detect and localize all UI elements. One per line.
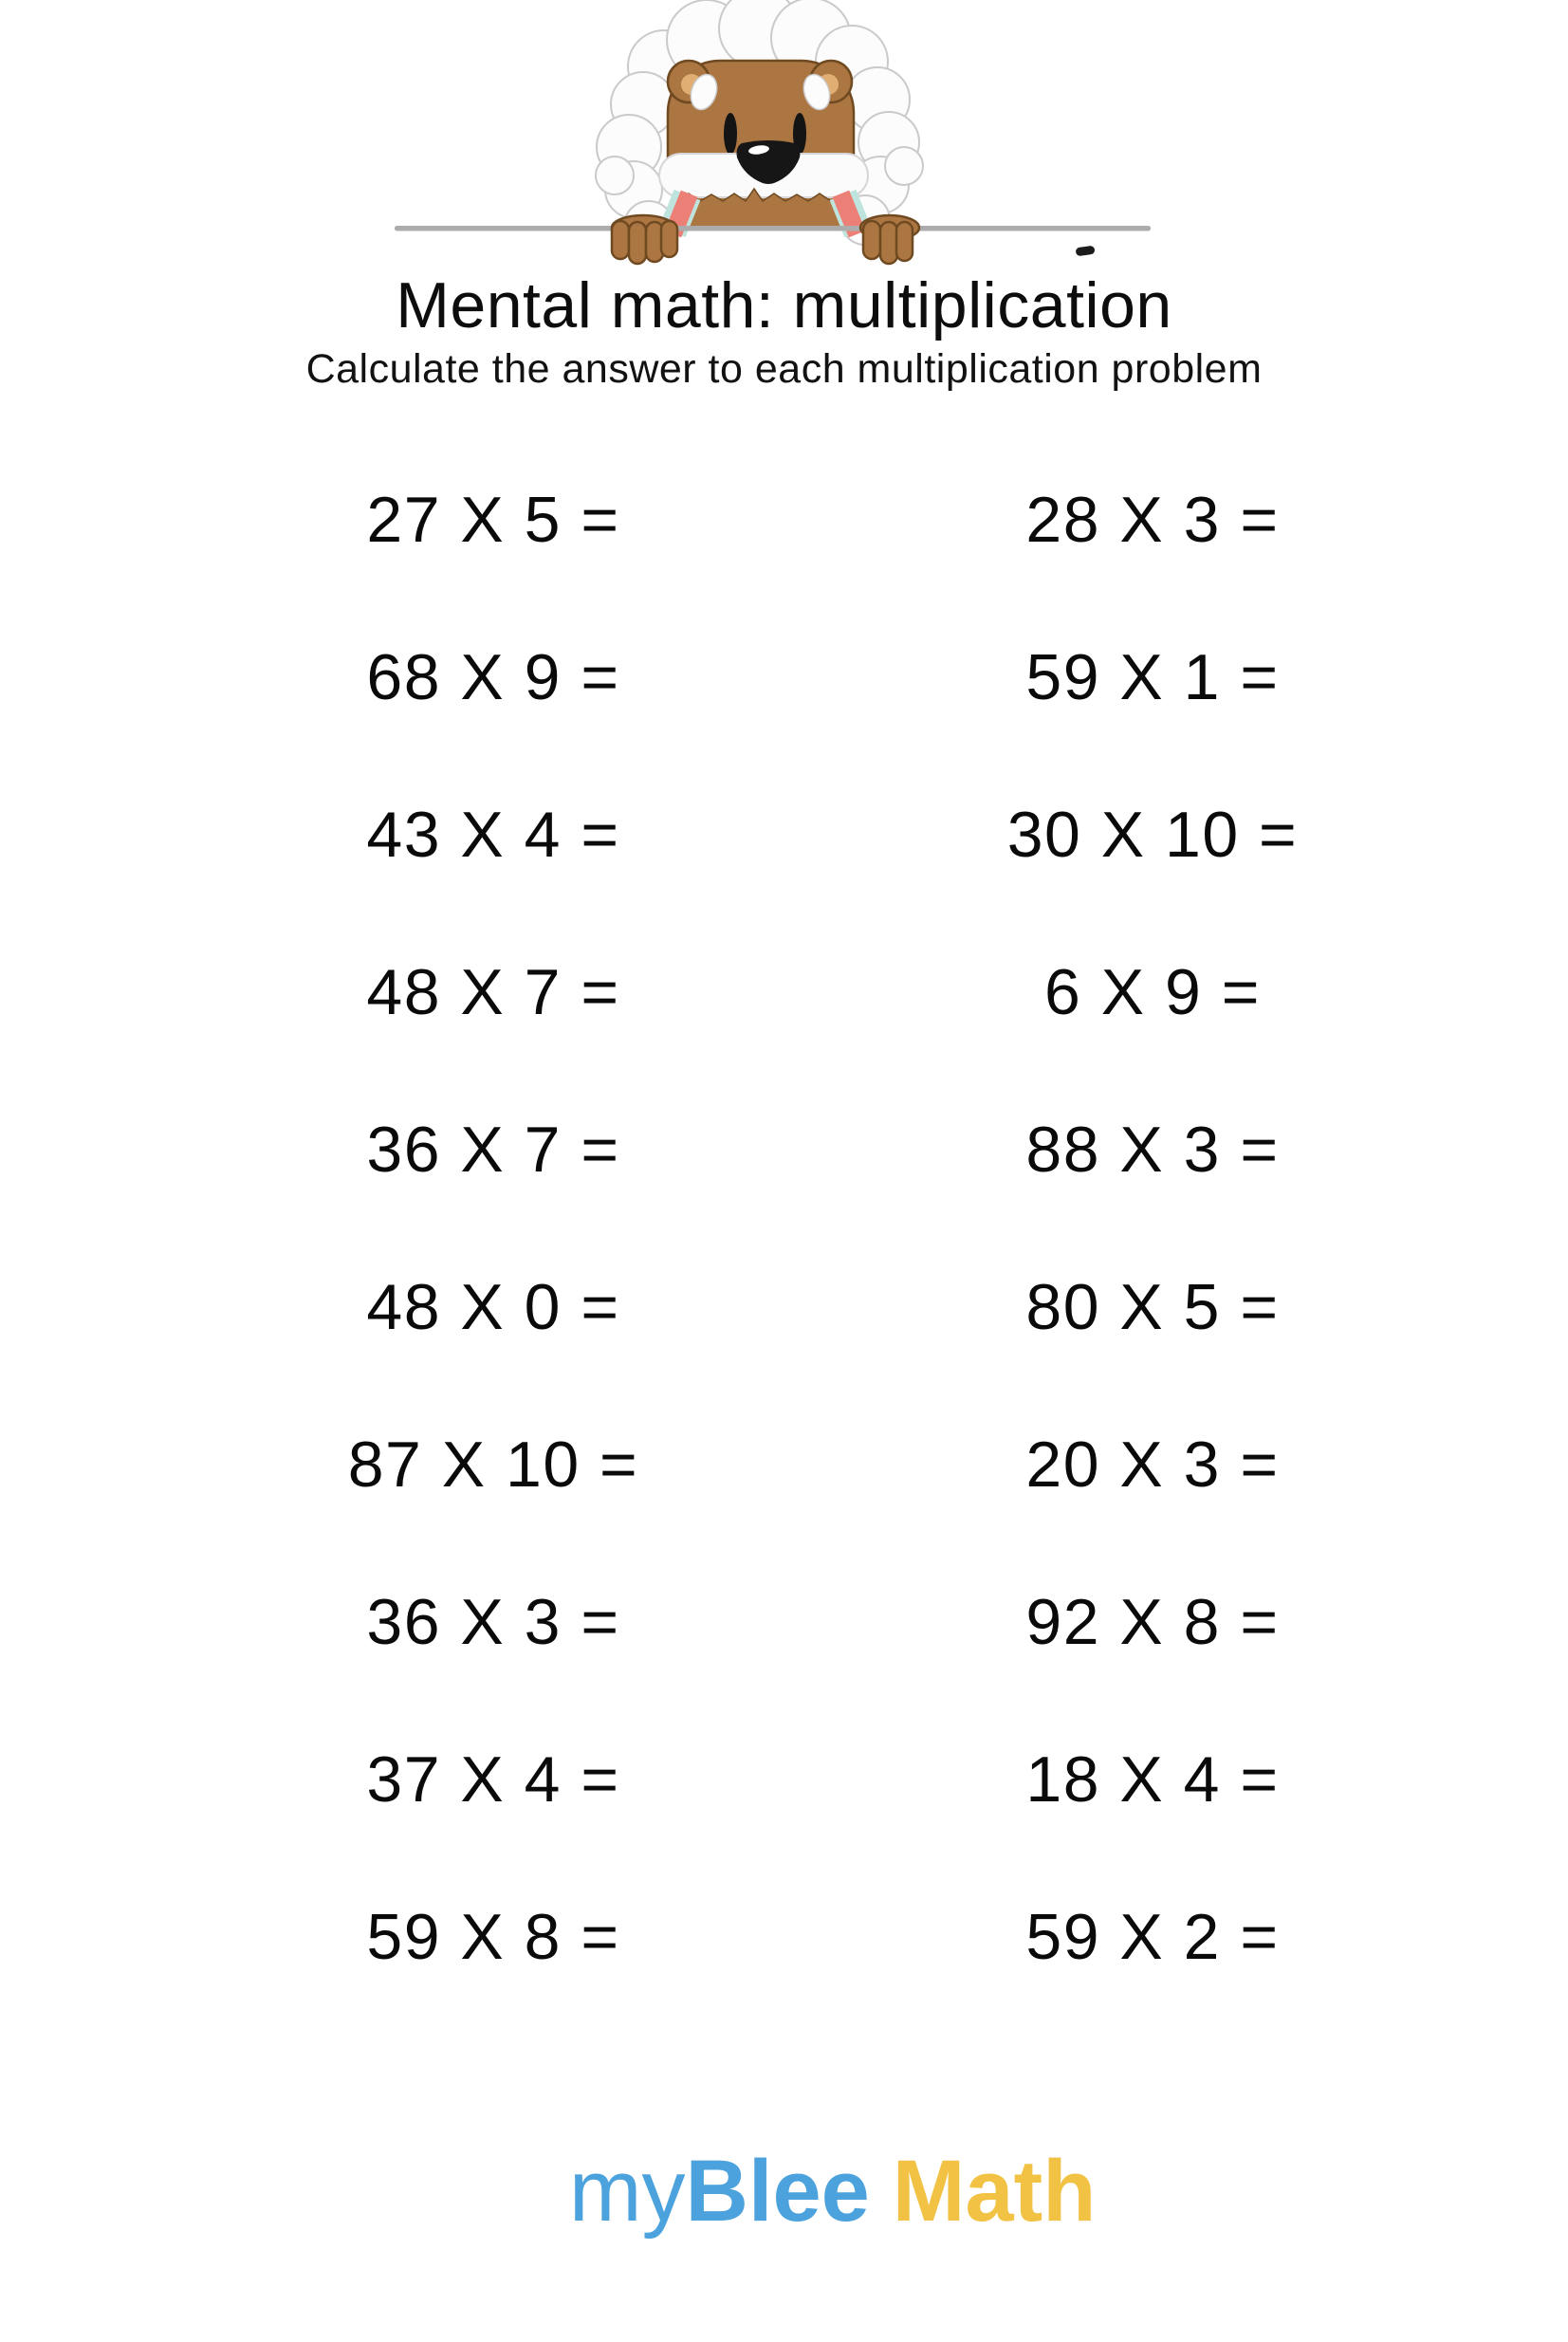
problem-row (0, 756, 1568, 913)
problem-left: 36 X 7 = (366, 1114, 620, 1186)
logo-my: my (568, 2142, 686, 2240)
brand-logo (0, 2041, 1568, 2342)
header-line (395, 226, 1151, 231)
logo-math: Math (892, 2142, 1097, 2240)
problem-right: 28 X 3 = (1025, 484, 1280, 556)
problem-row (0, 913, 1568, 1071)
page-title: Mental math: multiplication (396, 269, 1172, 341)
problem-left: 36 X 3 = (366, 1586, 620, 1658)
problem-row (0, 441, 1568, 599)
problems-list (0, 441, 1568, 2016)
problem-left: 68 X 9 = (366, 641, 620, 713)
problem-row (0, 1071, 1568, 1228)
problem-right: 18 X 4 = (1025, 1743, 1280, 1816)
problem-right: 92 X 8 = (1025, 1586, 1280, 1658)
problem-right: 88 X 3 = (1025, 1114, 1280, 1186)
problem-right: 59 X 2 = (1025, 1901, 1280, 1973)
page-subtitle: Calculate the answer to each multiplication problem (305, 346, 1263, 392)
logo-blee: Blee (685, 2142, 870, 2240)
problem-left: 48 X 0 = (366, 1271, 620, 1343)
ink-mark (1076, 246, 1096, 257)
bear-mascot-icon (0, 0, 1568, 285)
problem-right: 20 X 3 = (1025, 1429, 1280, 1501)
problem-right: 80 X 5 = (1025, 1271, 1280, 1343)
problem-row (0, 1386, 1568, 1543)
problem-row (0, 1543, 1568, 1701)
problem-row (0, 1228, 1568, 1386)
problem-right: 59 X 1 = (1025, 641, 1280, 713)
problem-left: 87 X 10 = (347, 1429, 639, 1501)
problem-right: 30 X 10 = (1006, 799, 1299, 871)
problem-row (0, 1858, 1568, 2016)
problem-left: 59 X 8 = (366, 1901, 620, 1973)
problem-right: 6 X 9 = (1044, 956, 1261, 1028)
problem-left: 43 X 4 = (366, 799, 620, 871)
problem-row (0, 599, 1568, 756)
problem-left: 27 X 5 = (366, 484, 620, 556)
problem-left: 48 X 7 = (366, 956, 620, 1028)
problem-row (0, 1701, 1568, 1858)
problem-left: 37 X 4 = (366, 1743, 620, 1816)
